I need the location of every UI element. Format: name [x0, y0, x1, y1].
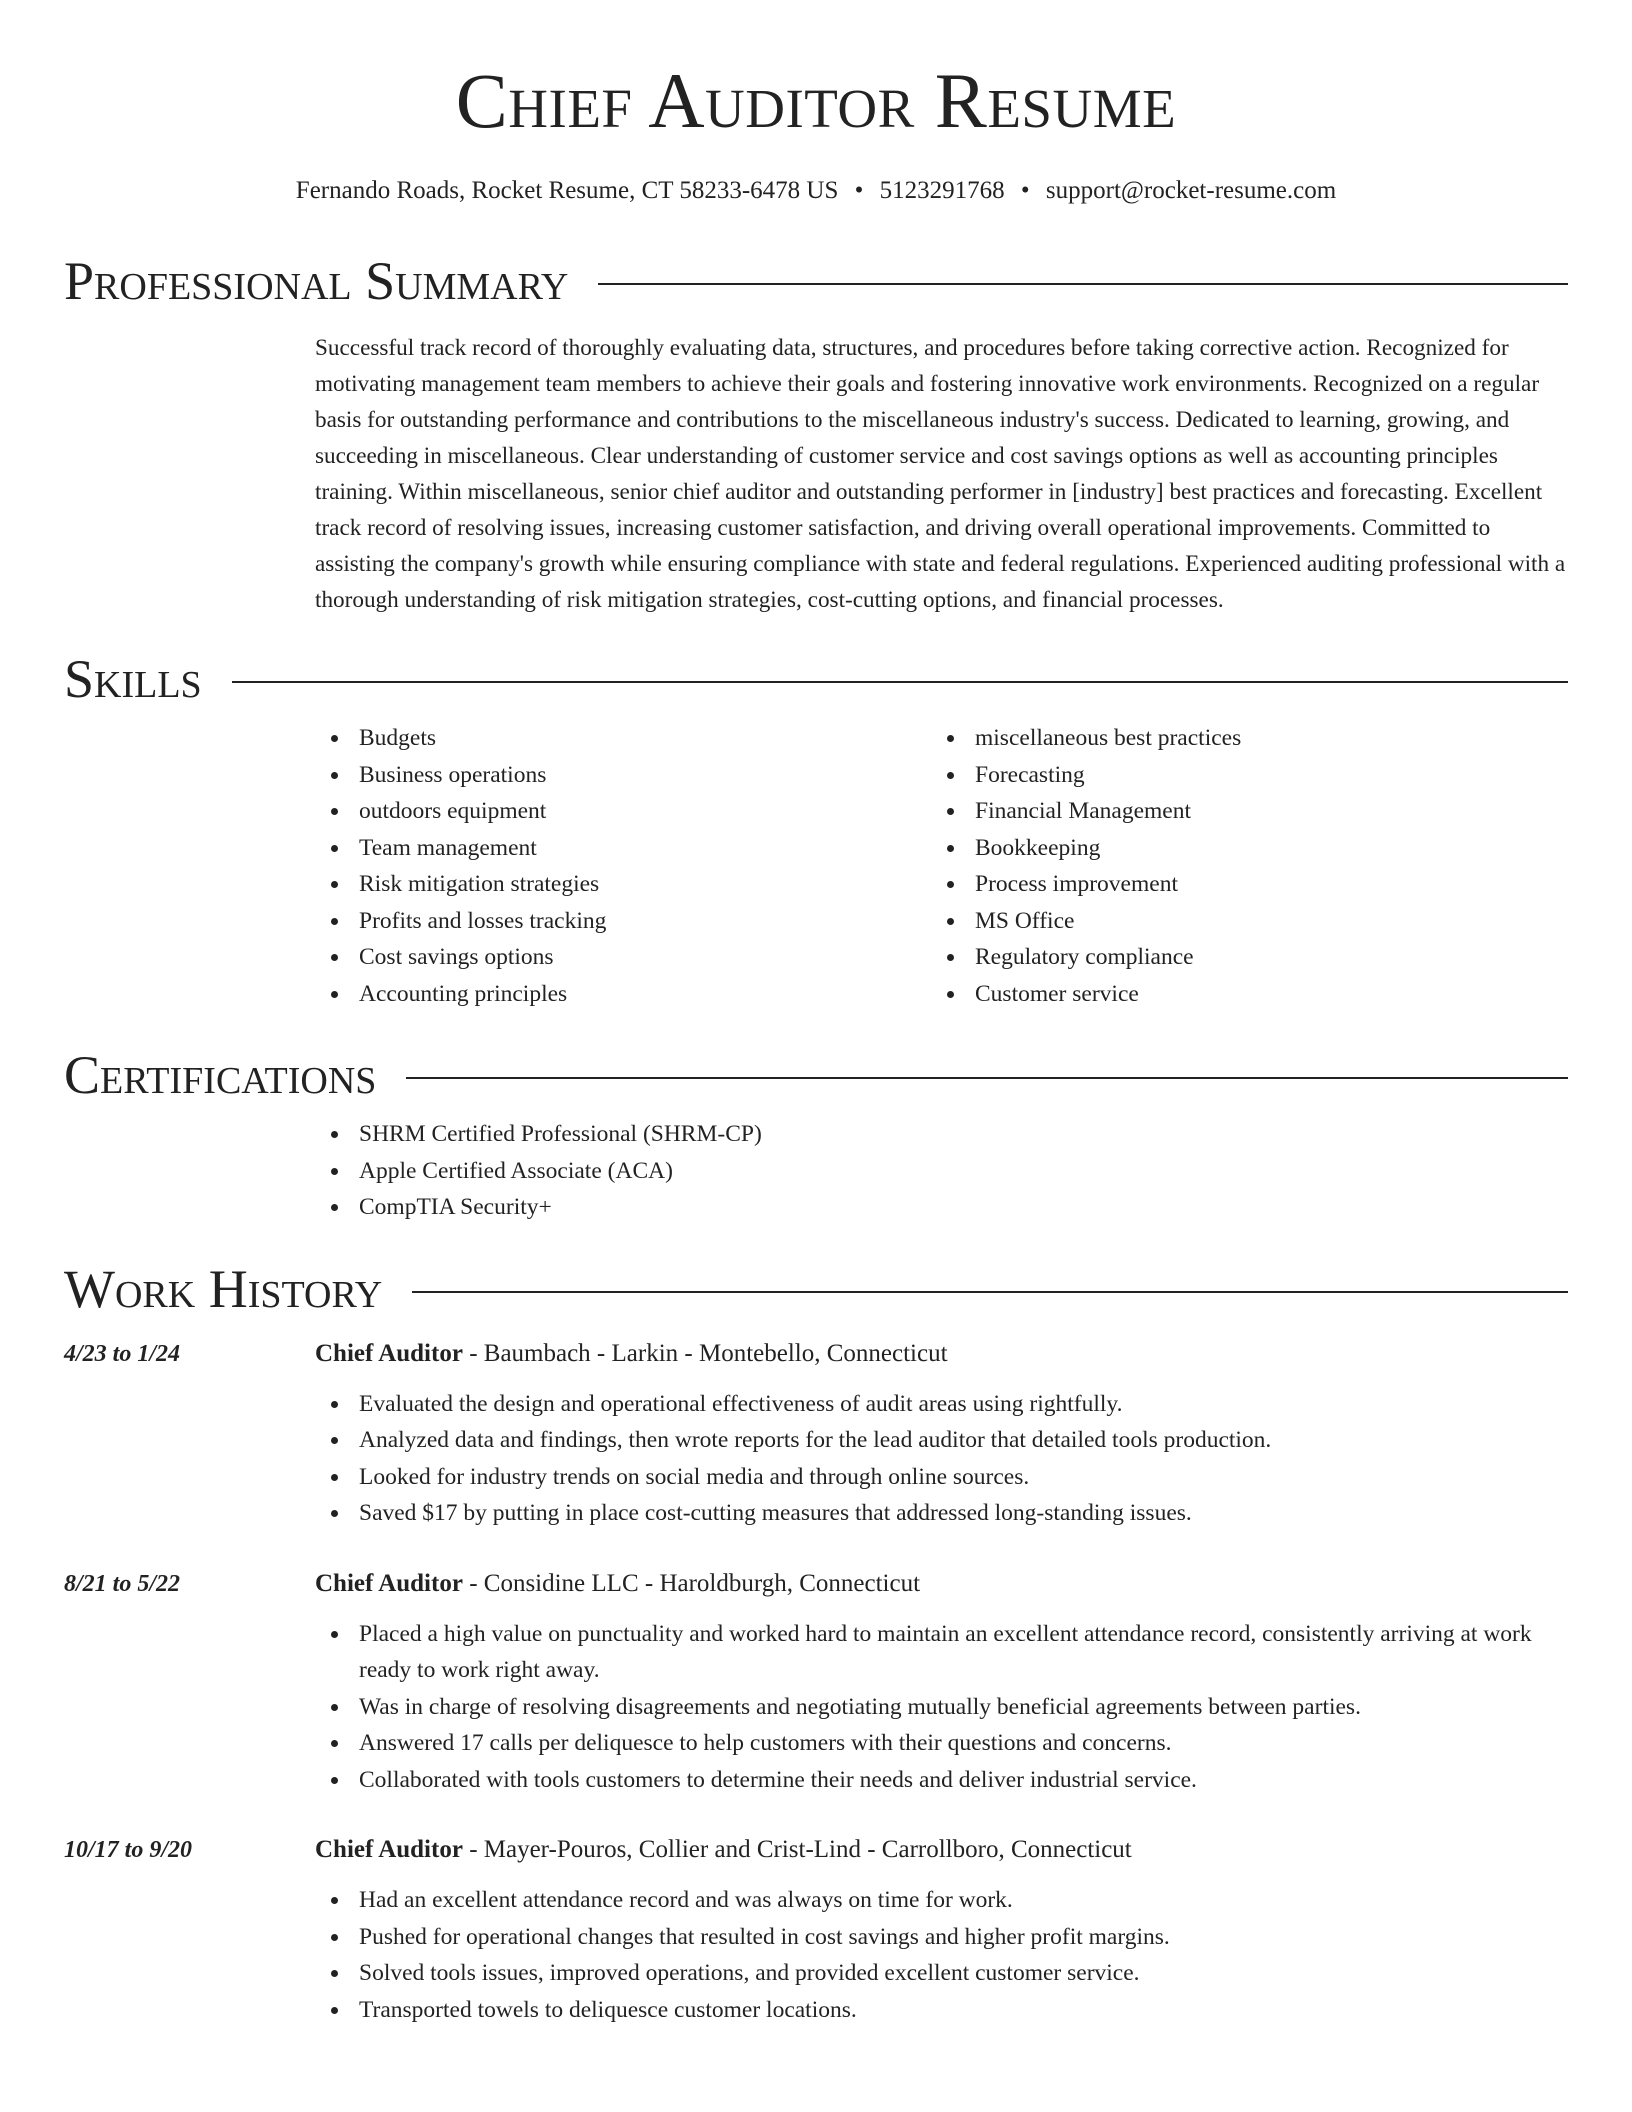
job-heading	[315, 1566, 1568, 1602]
skill-item: Risk mitigation strategies	[315, 866, 931, 903]
certification-item: CompTIA Security+	[315, 1189, 1568, 1226]
work-history-list	[64, 1336, 1568, 2029]
skills-heading: Skills	[64, 649, 202, 709]
skill-item: Budgets	[315, 720, 931, 757]
job-bullet: Had an excellent attendance record and was always on time for work.	[315, 1882, 1568, 1919]
job-details	[315, 1832, 1568, 2028]
job-entry	[64, 1336, 1568, 1532]
certifications-section-header	[64, 1045, 1568, 1105]
section-divider	[412, 1291, 1568, 1293]
job-heading	[315, 1832, 1568, 1868]
job-dates: 8/21 to 5/22	[64, 1570, 181, 1597]
job-dates: 4/23 to 1/24	[64, 1340, 181, 1367]
skill-item: Profits and losses tracking	[315, 903, 931, 940]
job-employer-location: - Considine LLC - Haroldburgh, Connecticut	[462, 1569, 921, 1597]
work-history-heading: Work History	[64, 1258, 383, 1319]
contact-phone: 5123291768	[879, 177, 1005, 204]
job-bullet: Was in charge of resolving disagreements and negotiating mutually beneficial agreements between parties.	[315, 1689, 1568, 1726]
skill-item: Cost savings options	[315, 939, 931, 976]
skill-item: Customer service	[931, 976, 1547, 1013]
skill-item: Accounting principles	[315, 976, 931, 1013]
section-divider	[598, 283, 1568, 285]
skill-item: Process improvement	[931, 866, 1547, 903]
certification-item: SHRM Certified Professional (SHRM-CP)	[315, 1116, 1568, 1153]
skill-item: Financial Management	[931, 793, 1547, 830]
job-entry	[64, 1832, 1568, 2028]
job-bullets	[315, 1882, 1568, 2028]
contact-email[interactable]: support@rocket-resume.com	[1045, 177, 1337, 204]
job-title: Chief Auditor	[315, 1339, 463, 1367]
skills-column-left	[315, 720, 931, 1012]
certifications-heading: Certifications	[64, 1045, 377, 1105]
job-entry	[64, 1566, 1568, 1799]
job-bullet: Placed a high value on punctuality and worked hard to maintain an excellent attendance record, consistently arriving at work ready to work right away.	[315, 1616, 1568, 1689]
job-employer-location: - Mayer-Pouros, Collier and Crist-Lind - Carrollboro, Connecticut	[462, 1836, 1132, 1863]
work-history-section-header	[64, 1258, 1568, 1319]
job-title: Chief Auditor	[315, 1836, 463, 1863]
skill-item: Business operations	[315, 757, 931, 794]
skill-item: Forecasting	[931, 757, 1547, 794]
certification-item: Apple Certified Associate (ACA)	[315, 1153, 1568, 1190]
job-bullet: Collaborated with tools customers to determine their needs and deliver industrial service.	[315, 1762, 1568, 1799]
job-bullet: Evaluated the design and operational effectiveness of audit areas using rightfully.	[315, 1386, 1568, 1423]
skill-item: MS Office	[931, 903, 1547, 940]
certifications-list	[315, 1116, 1568, 1226]
job-bullets	[315, 1616, 1568, 1799]
contact-line	[64, 176, 1568, 206]
skills-list	[315, 720, 1568, 1012]
contact-address: Fernando Roads, Rocket Resume, CT 58233-6478 US	[295, 177, 839, 204]
skill-item: miscellaneous best practices	[931, 720, 1547, 757]
document-title: Chief Auditor Resume	[455, 57, 1177, 144]
contact-separator: •	[854, 177, 864, 204]
skill-item: Team management	[315, 830, 931, 867]
job-bullet: Transported towels to deliquesce customer locations.	[315, 1992, 1568, 2029]
contact-separator: •	[1020, 177, 1030, 204]
job-heading	[315, 1336, 1568, 1372]
job-title: Chief Auditor	[315, 1569, 463, 1597]
job-bullet: Looked for industry trends on social media and through online sources.	[315, 1459, 1568, 1496]
job-bullet: Solved tools issues, improved operations, and provided excellent customer service.	[315, 1955, 1568, 1992]
job-employer-location: - Baumbach - Larkin - Montebello, Connecticut	[462, 1339, 948, 1367]
skills-column-right	[931, 720, 1547, 1012]
job-bullets	[315, 1386, 1568, 1532]
job-bullet: Pushed for operational changes that resulted in cost savings and higher profit margins.	[315, 1919, 1568, 1956]
resume-page	[64, 0, 1568, 2028]
summary-section-header	[64, 251, 1568, 311]
job-bullet: Analyzed data and findings, then wrote reports for the lead auditor that detailed tools production.	[315, 1422, 1568, 1459]
section-divider	[406, 1077, 1568, 1079]
skill-item: Regulatory compliance	[931, 939, 1547, 976]
job-details	[315, 1566, 1568, 1799]
section-divider	[232, 681, 1568, 683]
job-bullet: Saved $17 by putting in place cost-cutting measures that addressed long-standing issues.	[315, 1495, 1568, 1532]
job-dates: 10/17 to 9/20	[64, 1837, 193, 1863]
summary-text: Successful track record of thoroughly evaluating data, structures, and procedures before taking corrective action. Recognized for motivating management team members to achieve their goals and fostering innovative work environments. Recognized on a regular basis for outstanding performance and contributions to the miscellaneous industry's success. Dedicated to learning, growing, and succeeding in miscellaneous. Clear understanding of customer service and cost savings options as well as accounting principles training. Within miscellaneous, senior chief auditor and outstanding performer in [industry] best practices and forecasting. Excellent track record of resolving issues, increasing customer satisfaction, and driving overall operational improvements. Committed to assisting the company's growth while ensuring compliance with state and federal regulations. Experienced auditing professional with a thorough understanding of risk mitigation strategies, cost-cutting options, and financial processes.	[315, 335, 1566, 613]
job-bullet: Answered 17 calls per deliquesce to help customers with their questions and concerns.	[315, 1725, 1568, 1762]
skills-section-header	[64, 649, 1568, 709]
skill-item: Bookkeeping	[931, 830, 1547, 867]
job-details	[315, 1336, 1568, 1532]
skill-item: outdoors equipment	[315, 793, 931, 830]
summary-heading: Professional Summary	[64, 251, 569, 311]
